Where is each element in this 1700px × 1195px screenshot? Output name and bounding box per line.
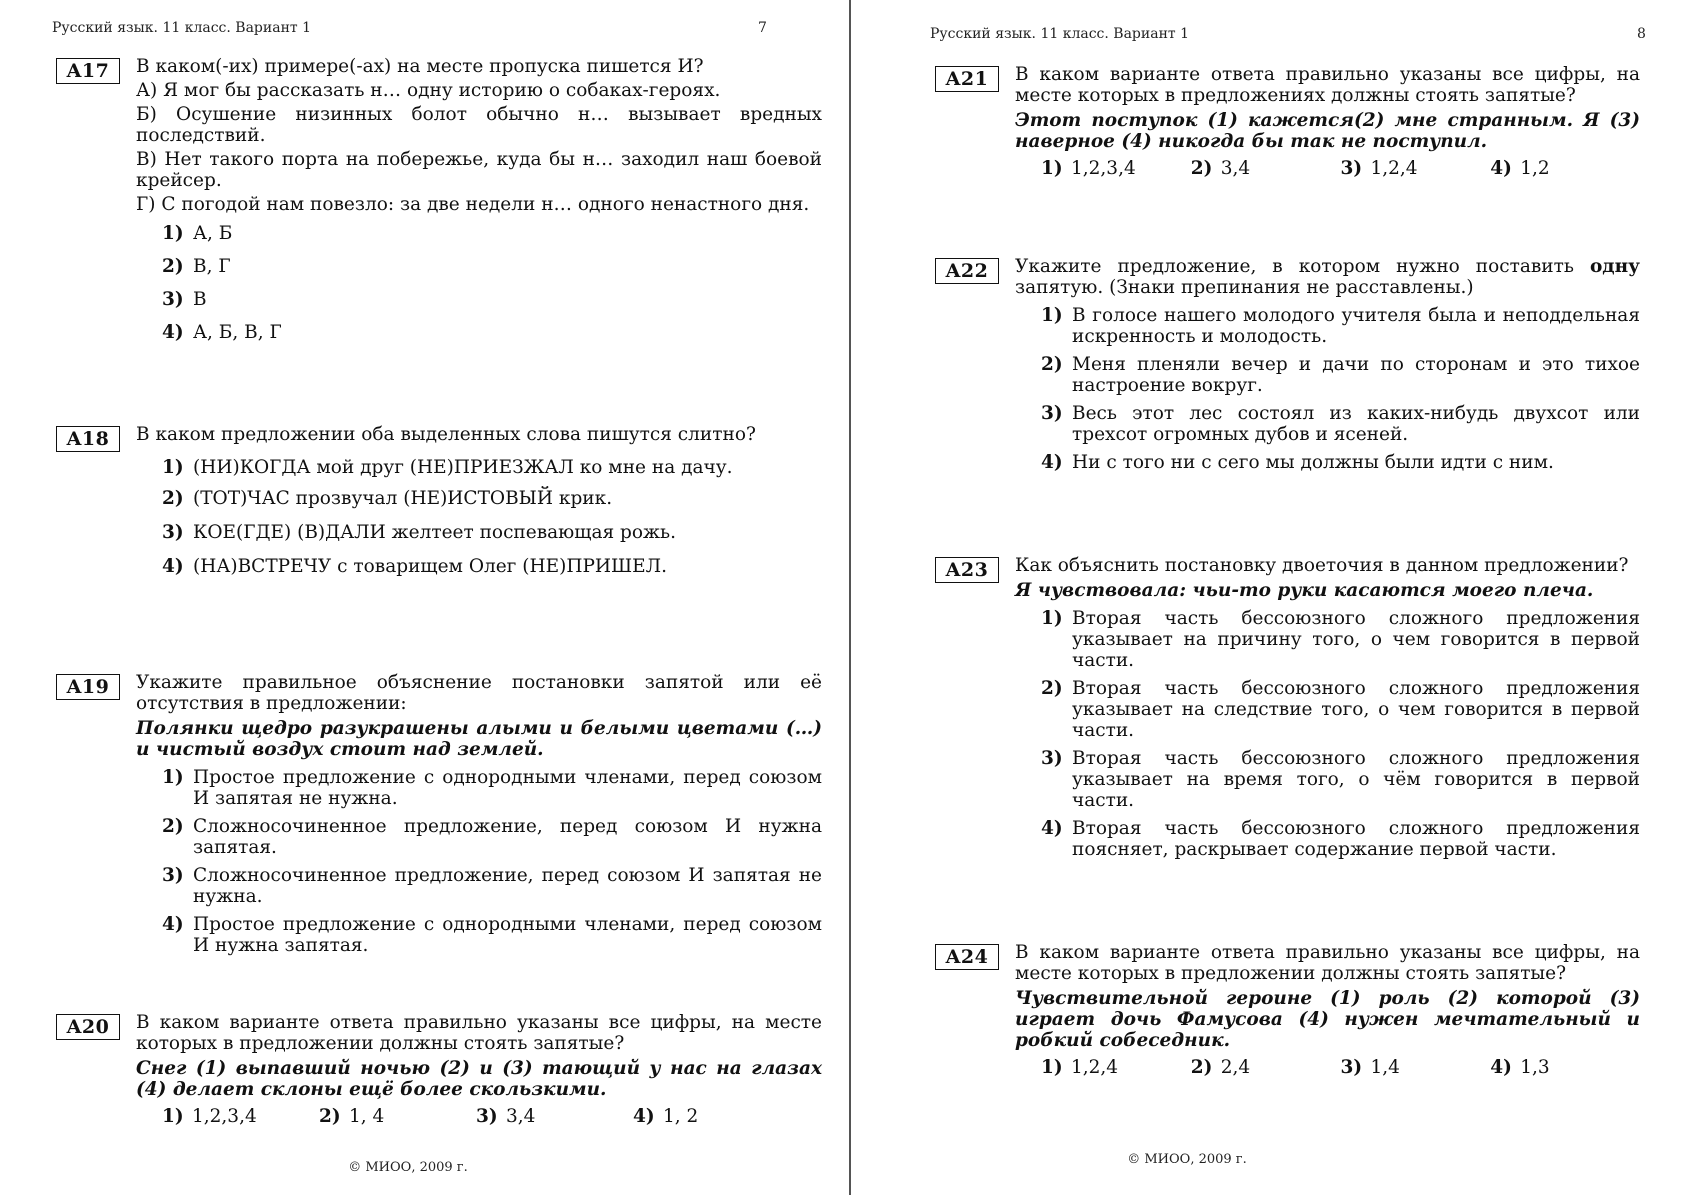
sentence-item: В) Нет такого порта на побережье, куда бы н… заходил наш боевой крейсер. (136, 149, 822, 191)
page-number: 8 (1637, 26, 1646, 42)
answer-option[interactable]: 1) 1,2,4 (1041, 1057, 1119, 1078)
answer-option[interactable]: 3) 3,4 (476, 1106, 536, 1127)
example-sentence: Чувствительной героине (1) роль (2) которой (3) играет дочь Фамусова (4) нужен мечтательный и робкий собеседник. (1015, 988, 1640, 1051)
answer-option[interactable]: 4) 1,2 (1490, 158, 1550, 179)
answer-option[interactable]: 4) 1, 2 (633, 1106, 699, 1127)
example-sentence: Снег (1) выпавший ночью (2) и (3) тающий у нас на глазах (4) делает склоны ещё более скользкими. (136, 1058, 822, 1100)
question-id: A23 (935, 557, 999, 583)
sentence-item: Г) С погодой нам повезло: за две недели н… одного ненастного дня. (136, 194, 810, 215)
example-sentence: Этот поступок (1) кажется(2) мне странным. Я (3) наверное (4) никогда бы так не поступил. (1015, 110, 1640, 152)
example-sentence: Полянки щедро разукрашены алыми и белыми цветами (…) и чистый воздух стоит над землей. (136, 718, 822, 760)
answer-option[interactable]: 2) (ТОТ)ЧАС прозвучал (НЕ)ИСТОВЫЙ крик. (162, 488, 613, 509)
answer-option[interactable]: 4) 1,3 (1490, 1057, 1550, 1078)
page-footer: © МИОО, 2009 г. (348, 1160, 468, 1175)
question-text: В каком варианте ответа правильно указаны все цифры, на месте которых в предложениях должны стоять запятые? (1015, 64, 1640, 106)
question-id: A19 (56, 674, 120, 700)
question-id: A24 (935, 944, 999, 970)
question-id: A20 (56, 1014, 120, 1040)
question-text: Укажите предложение, в котором нужно поставить одну запятую. (Знаки препинания не расставлены.) (1015, 256, 1640, 298)
question-id: A17 (56, 58, 120, 84)
answer-option[interactable]: 3) КОЕ(ГДЕ) (В)ДАЛИ желтеет поспевающая рожь. (162, 522, 676, 543)
answer-option[interactable]: 1) (НИ)КОГДА мой друг (НЕ)ПРИЕЗЖАЛ ко мне на дачу. (162, 457, 733, 478)
question-text: Как объяснить постановку двоеточия в данном предложении? (1015, 555, 1629, 576)
question-text: В каком предложении оба выделенных слова пишутся слитно? (136, 424, 756, 445)
answer-option[interactable]: 2) Меня пленяли вечер и дачи по сторонам и это тихое настроение вокруг. (1041, 354, 1640, 396)
right-page (851, 0, 1700, 1195)
answer-option[interactable]: 1) 1,2,3,4 (1041, 158, 1136, 179)
answer-option[interactable]: 3) 1,2,4 (1340, 158, 1418, 179)
answer-option[interactable]: 3) Вторая часть бессоюзного сложного предложения указывает на время того, о чём говорится в первой части. (1041, 748, 1640, 811)
answer-option[interactable]: 1) А, Б (162, 223, 233, 244)
answer-option[interactable]: 2) 2,4 (1190, 1057, 1251, 1078)
page-header: Русский язык. 11 класс. Вариант 1 (52, 20, 312, 36)
example-sentence: Я чувствовала: чьи-то руки касаются моего плеча. (1015, 580, 1594, 601)
answer-option[interactable]: 4) Ни с того ни с сего мы должны были идти с ним. (1041, 452, 1554, 473)
question-id: A18 (56, 426, 120, 452)
page-footer: © МИОО, 2009 г. (1127, 1152, 1247, 1167)
answer-option[interactable]: 2) Сложносочиненное предложение, перед союзом И нужна запятая. (162, 816, 822, 858)
question-text: В каком(-их) примере(-ах) на месте пропуска пишется И? (136, 56, 704, 77)
answer-option[interactable]: 2) В, Г (162, 256, 231, 277)
question-id: A22 (935, 258, 999, 284)
question-text: В каком варианте ответа правильно указаны все цифры, на месте которых в предложении должны стоять запятые? (1015, 942, 1640, 984)
answer-option[interactable]: 1) В голосе нашего молодого учителя была и неподдельная искренность и молодость. (1041, 305, 1640, 347)
page-header: Русский язык. 11 класс. Вариант 1 (930, 26, 1190, 42)
answer-option[interactable]: 4) Простое предложение с однородными членами, перед союзом И нужна запятая. (162, 914, 822, 956)
answer-option[interactable]: 4) А, Б, В, Г (162, 322, 282, 343)
page-number: 7 (758, 20, 767, 36)
answer-option[interactable]: 4) Вторая часть бессоюзного сложного предложения поясняет, раскрывает содержание первой части. (1041, 818, 1640, 860)
answer-option[interactable]: 2) Вторая часть бессоюзного сложного предложения указывает на следствие того, о чем говорится в первой части. (1041, 678, 1640, 741)
answer-option[interactable]: 1) 1,2,3,4 (162, 1106, 257, 1127)
answer-option[interactable]: 2) 3,4 (1190, 158, 1251, 179)
sentence-item: А) Я мог бы рассказать н… одну историю о собаках-героях. (136, 80, 721, 101)
answer-option[interactable]: 3) В (162, 289, 207, 310)
question-text: Укажите правильное объяснение постановки запятой или её отсутствия в предложении: (136, 672, 822, 714)
answer-option[interactable]: 3) Весь этот лес состоял из каких-нибудь двухсот или трехсот огромных дубов и ясеней. (1041, 403, 1640, 445)
answer-option[interactable]: 1) Простое предложение с однородными членами, перед союзом И запятая не нужна. (162, 767, 822, 809)
question-text: В каком варианте ответа правильно указаны все цифры, на месте которых в предложении должны стоять запятые? (136, 1012, 822, 1054)
sentence-item: Б) Осушение низинных болот обычно н… вызывает вредных последствий. (136, 104, 822, 146)
question-id: A21 (935, 66, 999, 92)
answer-option[interactable]: 3) Сложносочиненное предложение, перед союзом И запятая не нужна. (162, 865, 822, 907)
answer-option[interactable]: 3) 1,4 (1340, 1057, 1400, 1078)
answer-option[interactable]: 2) 1, 4 (319, 1106, 385, 1127)
answer-option[interactable]: 4) (НА)ВСТРЕЧУ с товарищем Олег (НЕ)ПРИШЕЛ. (162, 556, 667, 577)
answer-option[interactable]: 1) Вторая часть бессоюзного сложного предложения указывает на причину того, о чем говорится в первой части. (1041, 608, 1640, 671)
